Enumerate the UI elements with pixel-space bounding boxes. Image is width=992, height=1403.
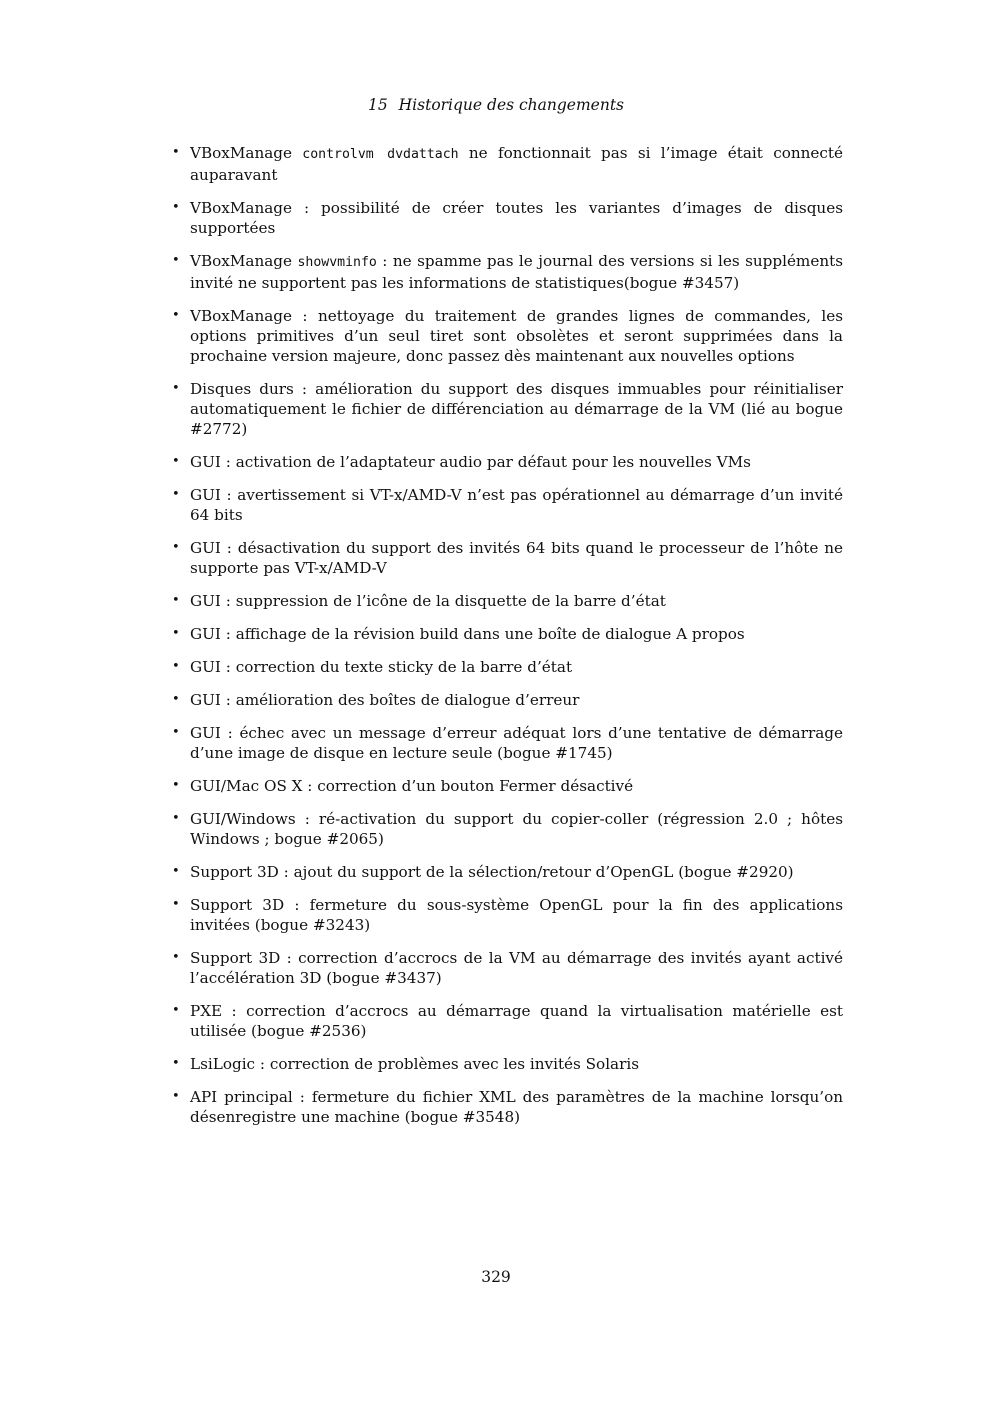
bullet-icon: •: [172, 864, 180, 879]
item-text: GUI : correction du texte sticky de la barre d’état: [190, 658, 573, 676]
item-text: VBoxManage: [190, 252, 298, 270]
item-text: VBoxManage: [190, 144, 303, 162]
bullet-icon: •: [172, 626, 180, 641]
list-item: [172, 624, 843, 644]
item-text-continued: : ne spamme pas le journal des versions si les suppléments invité ne supportent pas les informations de statistiques(bogue #3457): [190, 252, 844, 292]
bullet-icon: •: [172, 778, 180, 793]
bullet-icon: •: [172, 200, 180, 215]
list-item: [172, 1054, 843, 1074]
item-command: controlvm dvdattach: [302, 147, 459, 162]
item-text: GUI : échec avec un message d’erreur adéquat lors d’une tentative de démarrage d’une image de disque en lecture seule (bogue #1745): [190, 724, 843, 762]
item-command: showvminfo: [297, 255, 377, 270]
list-item: [172, 723, 843, 763]
bullet-icon: •: [172, 540, 180, 555]
list-item: [172, 251, 843, 293]
bullet-icon: •: [172, 253, 180, 268]
bullet-icon: •: [172, 1089, 180, 1104]
list-item: [172, 485, 843, 525]
item-text: GUI : activation de l’adaptateur audio par défaut pour les nouvelles VMs: [190, 453, 751, 471]
bullet-icon: •: [172, 811, 180, 826]
bullet-icon: •: [172, 1003, 180, 1018]
item-text: GUI : suppression de l’icône de la disquette de la barre d’état: [190, 592, 666, 610]
bullet-icon: •: [172, 659, 180, 674]
item-text: GUI : avertissement si VT-x/AMD-V n’est pas opérationnel au démarrage d’un invité 64 bits: [190, 486, 843, 524]
item-text: VBoxManage : possibilité de créer toutes les variantes d’images de disques supportées: [190, 199, 843, 237]
bullet-icon: •: [172, 145, 180, 160]
list-item: [172, 1001, 843, 1041]
list-item: [172, 809, 843, 849]
item-text: GUI/Windows : ré-activation du support du copier-coller (régression 2.0 ; hôtes Windows ; bogue #2065): [190, 810, 843, 848]
chapter-title: Historique des changements: [398, 96, 625, 114]
bullet-icon: •: [172, 692, 180, 707]
item-text: GUI : amélioration des boîtes de dialogue d’erreur: [190, 691, 580, 709]
bullet-icon: •: [172, 487, 180, 502]
list-item: [172, 862, 843, 882]
item-text: Support 3D : ajout du support de la sélection/retour d’OpenGL (bogue #2920): [190, 863, 794, 881]
bullet-icon: •: [172, 897, 180, 912]
item-text-continued: ne fonctionnait pas si l’image était connecté auparavant: [190, 144, 843, 184]
list-item: [172, 591, 843, 611]
bullet-icon: •: [172, 725, 180, 740]
item-text: GUI : affichage de la révision build dans une boîte de dialogue A propos: [190, 625, 745, 643]
running-header: [0, 95, 992, 115]
list-item: [172, 379, 843, 439]
list-item: [172, 948, 843, 988]
list-item: [172, 198, 843, 238]
bullet-icon: •: [172, 950, 180, 965]
list-item: [172, 452, 843, 472]
item-text: Support 3D : correction d’accrocs de la VM au démarrage des invités ayant activé l’accélération 3D (bogue #3437): [190, 949, 843, 987]
list-item: [172, 538, 843, 578]
list-item: [172, 776, 843, 796]
item-text: PXE : correction d’accrocs au démarrage quand la virtualisation matérielle est utilisée (bogue #2536): [190, 1002, 843, 1040]
item-text: GUI : désactivation du support des invités 64 bits quand le processeur de l’hôte ne supporte pas VT-x/AMD-V: [190, 539, 843, 577]
list-item: [172, 143, 843, 185]
item-text: Disques durs : amélioration du support des disques immuables pour réinitialiser automatiquement le fichier de différenciation au démarrage de la VM (lié au bogue #2772): [190, 380, 843, 438]
page-number: 329: [481, 1268, 511, 1286]
item-text: LsiLogic : correction de problèmes avec les invités Solaris: [190, 1055, 640, 1073]
bullet-icon: •: [172, 381, 180, 396]
list-item: [172, 1087, 843, 1127]
page-content: [172, 143, 843, 1140]
changelog-list: [172, 143, 843, 1127]
list-item: [172, 690, 843, 710]
item-text: Support 3D : fermeture du sous-système OpenGL pour la fin des applications invitées (bogue #3243): [190, 896, 843, 934]
bullet-icon: •: [172, 1056, 180, 1071]
chapter-number: 15: [367, 96, 388, 114]
list-item: [172, 657, 843, 677]
bullet-icon: •: [172, 454, 180, 469]
item-text: API principal : fermeture du fichier XML des paramètres de la machine lorsqu’on désenregistre une machine (bogue #3548): [190, 1088, 843, 1126]
item-text: VBoxManage : nettoyage du traitement de grandes lignes de commandes, les options primitives d’un seul tiret sont obsolètes et seront supprimées dans la prochaine version majeure, donc passez dès maintenant aux nouvelles options: [190, 307, 843, 365]
bullet-icon: •: [172, 593, 180, 608]
bullet-icon: •: [172, 308, 180, 323]
list-item: [172, 306, 843, 366]
list-item: [172, 895, 843, 935]
item-text: GUI/Mac OS X : correction d’un bouton Fermer désactivé: [190, 777, 634, 795]
